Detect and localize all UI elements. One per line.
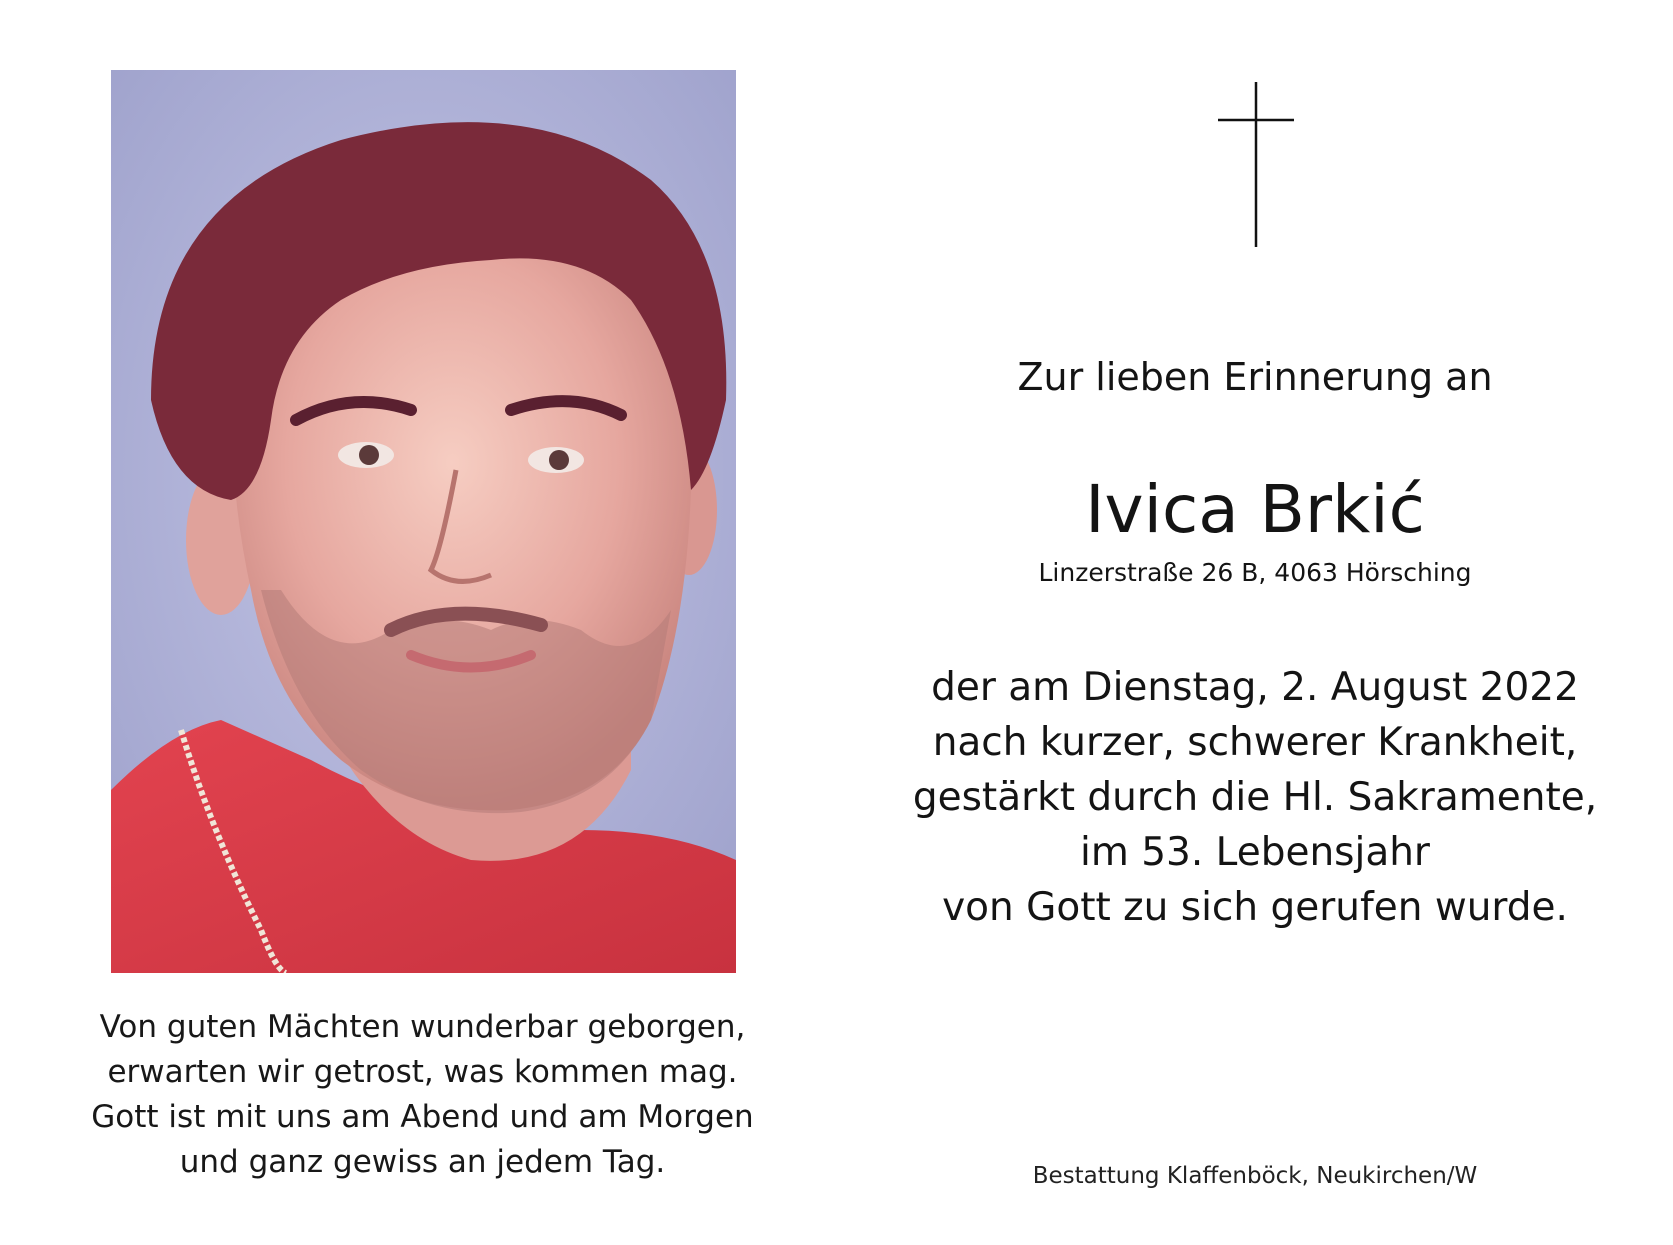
- announcement-line: gestärkt durch die Hl. Sakramente,: [912, 775, 1598, 820]
- deceased-address: Linzerstraße 26 B, 4063 Hörsching: [1038, 558, 1472, 587]
- announcement-line: der am Dienstag, 2. August 2022: [931, 665, 1579, 710]
- verse-line: und ganz gewiss an jedem Tag.: [179, 1144, 666, 1180]
- announcement-line: im 53. Lebensjahr: [1080, 830, 1430, 875]
- portrait-photo: [111, 70, 736, 973]
- announcement-line: von Gott zu sich gerufen wurde.: [942, 885, 1568, 930]
- memorial-verse: [40, 1005, 805, 1185]
- verse-line: Gott ist mit uns am Abend und am Morgen: [91, 1099, 754, 1135]
- deceased-name: Ivica Brkić: [1085, 471, 1425, 548]
- verse-line: erwarten wir getrost, was kommen mag.: [107, 1054, 738, 1090]
- funeral-home-credit: Bestattung Klaffenböck, Neukirchen/W: [1032, 1163, 1478, 1189]
- verse-line: Von guten Mächten wunderbar geborgen,: [99, 1009, 746, 1045]
- announcement-line: nach kurzer, schwerer Krankheit,: [932, 720, 1578, 765]
- death-announcement: [885, 660, 1625, 935]
- memorial-intro: Zur lieben Erinnerung an: [1017, 355, 1493, 399]
- portrait-illustration: [111, 70, 736, 973]
- latin-cross-icon: [1218, 82, 1294, 247]
